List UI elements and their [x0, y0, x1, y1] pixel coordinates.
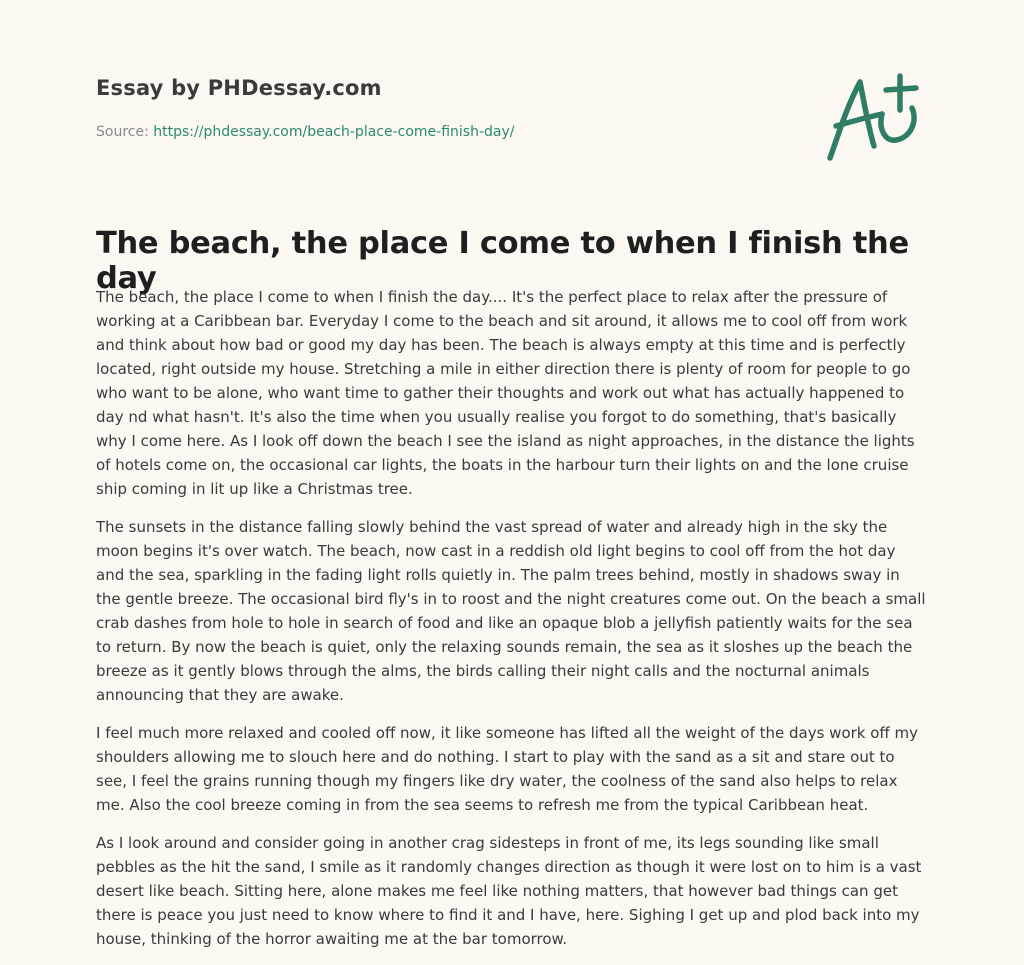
source-label: Source: — [96, 124, 149, 140]
a-plus-logo-icon — [820, 68, 928, 164]
site-title: Essay by PHDessay.com — [96, 76, 382, 100]
essay-body — [96, 285, 926, 965]
essay-paragraph: The sunsets in the distance falling slowly behind the vast spread of water and already high in the sky the moon begins it's over watch. The beach, now cast in a reddish old light begins to cool off from the hot day and the sea, sparkling in the fading light rolls quietly in. The palm trees behind, mostly in shadows sway in the gentle breeze. The occasional bird fly's in to roost and the night creatures come out. On the beach a small crab dashes from hole to hole in search of food and like an opaque blob a jellyfish patiently waits for the sea to return. By now the beach is quiet, only the relaxing sounds remain, the sea as it sloshes up the beach the breeze as it gently blows through the alms, the birds calling their night calls and the nocturnal animals announcing that they are awake. — [96, 518, 926, 704]
essay-paragraph: The beach, the place I come to when I finish the day.... It's the perfect place to relax after the pressure of working at a Caribbean bar. Everyday I come to the beach and sit around, it allows me to cool off from work and think about how bad or good my day has been. The beach is always empty at this time and is perfectly located, right outside my house. Stretching a mile in either direction there is plenty of room for people to go who want to be alone, who want time to gather their thoughts and work out what has actually happened to day nd what hasn't. It's also the time when you usually realise you forgot to do something, that's basically why I come here. As I look off down the beach I see the island as night approaches, in the distance the lights of hotels come on, the occasional car lights, the boats in the harbour turn their lights on and the lone cruise ship coming in lit up like a Christmas tree. — [96, 288, 915, 498]
source-link[interactable]: https://phdessay.com/beach-place-come-finish-day/ — [153, 124, 515, 140]
header — [96, 76, 382, 100]
essay-paragraph: I feel much more relaxed and cooled off now, it like someone has lifted all the weight of the days work off my shoulders allowing me to slouch here and do nothing. I start to play with the sand as a sit and stare out to see, I feel the grains running though my fingers like dry water, the coolness of the sand also helps to relax me. Also the cool breeze coming in from the sea seems to refresh me from the typical Caribbean heat. — [96, 724, 919, 814]
essay-paragraph: As I look around and consider going in another crag sidesteps in front of me, its legs sounding like small pebbles as the hit the sand, I smile as it randomly changes direction as though it were lost on to him is a vast desert like beach. Sitting here, alone makes me feel like nothing matters, that however bad things can get there is peace you just need to know where to find it and I have, here. Sighing I get up and plod back into my house, thinking of the horror awaiting me at the bar tomorrow. — [96, 834, 922, 948]
source-line — [96, 124, 514, 140]
essay-title: The beach, the place I come to when I finish the day — [96, 226, 909, 296]
